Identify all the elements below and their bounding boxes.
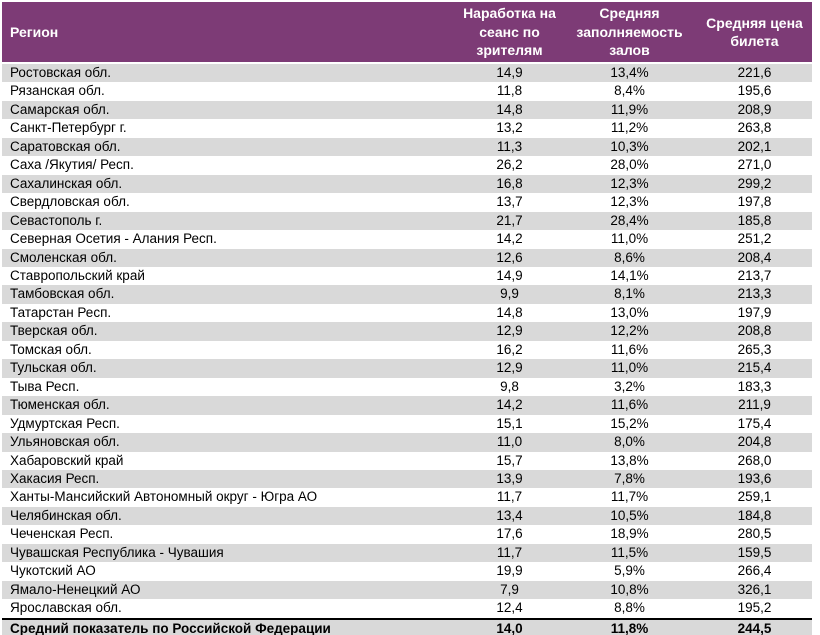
region-stats-table <box>2 2 812 635</box>
value-cell: 251,2 <box>737 231 772 247</box>
value-cell: 280,5 <box>737 526 772 542</box>
table-row <box>2 322 812 340</box>
value-cell: 183,3 <box>737 378 772 394</box>
region-cell: Сахалинская обл. <box>2 175 457 193</box>
value-cell: 268,0 <box>737 452 772 468</box>
table-row <box>2 138 812 156</box>
value-cell: 265,3 <box>737 341 772 357</box>
value-cell: 204,8 <box>697 433 812 451</box>
table-row <box>2 82 812 100</box>
table-row <box>2 175 812 193</box>
value-cell: 14,1% <box>610 267 649 283</box>
value-cell: 202,1 <box>697 138 812 156</box>
value-cell: 193,6 <box>697 470 812 488</box>
value-cell: 12,9 <box>457 322 562 340</box>
total-value-cell: 244,5 <box>697 619 812 635</box>
value-cell: 12,4 <box>496 600 523 616</box>
table-row <box>2 359 812 377</box>
value-cell: 17,6 <box>496 526 523 542</box>
value-cell: 326,1 <box>697 581 812 599</box>
value-cell: 13,0% <box>610 304 649 320</box>
value-cell: 13,4 <box>457 507 562 525</box>
region-cell: Самарская обл. <box>2 101 457 119</box>
region-cell: Хабаровский край <box>10 452 124 468</box>
value-cell: 184,8 <box>697 507 812 525</box>
table-row <box>2 378 812 396</box>
value-cell: 8,8% <box>614 600 645 616</box>
value-cell: 9,9 <box>457 285 562 303</box>
region-cell: Челябинская обл. <box>2 507 457 525</box>
region-cell: Саха /Якутия/ Респ. <box>10 157 134 173</box>
value-cell: 11,5% <box>562 544 697 562</box>
region-cell: Тверская обл. <box>2 322 457 340</box>
table-row <box>2 285 812 303</box>
region-cell: Ульяновская обл. <box>2 433 457 451</box>
table-row <box>2 507 812 525</box>
value-cell: 14,9 <box>457 63 562 82</box>
value-cell: 197,8 <box>737 194 772 210</box>
value-cell: 8,1% <box>562 285 697 303</box>
region-cell: Свердловская обл. <box>10 194 130 210</box>
table-row <box>2 212 812 230</box>
region-cell: Тульская обл. <box>2 359 457 377</box>
value-cell: 7,8% <box>562 470 697 488</box>
region-cell: Северная Осетия - Алания Респ. <box>10 231 217 247</box>
value-cell: 208,8 <box>697 322 812 340</box>
table-row <box>2 525 812 543</box>
value-cell: 12,2% <box>562 322 697 340</box>
table-row <box>2 193 812 211</box>
value-cell: 8,4% <box>614 83 645 99</box>
value-cell: 12,3% <box>562 175 697 193</box>
region-cell: Санкт-Петербург г. <box>10 120 127 136</box>
value-cell: 5,9% <box>614 563 645 579</box>
value-cell: 9,8 <box>500 378 519 394</box>
region-cell: Чеченская Респ. <box>10 526 114 542</box>
value-cell: 15,7 <box>496 452 523 468</box>
value-cell: 11,7 <box>457 544 562 562</box>
value-cell: 195,6 <box>737 83 772 99</box>
value-cell: 11,8 <box>496 83 523 99</box>
region-cell: Тамбовская обл. <box>2 285 457 303</box>
value-cell: 271,0 <box>737 157 772 173</box>
value-cell: 195,2 <box>737 600 772 616</box>
region-cell: Ставропольский край <box>10 267 145 283</box>
table-row <box>2 433 812 451</box>
column-header-avg-occupancy: Средняя заполняемость залов <box>562 2 697 63</box>
value-cell: 263,8 <box>737 120 772 136</box>
value-cell: 16,2 <box>496 341 523 357</box>
value-cell: 11,0% <box>610 231 649 247</box>
total-row <box>2 619 812 635</box>
table-row <box>2 341 812 359</box>
value-cell: 185,8 <box>697 212 812 230</box>
table-row <box>2 415 812 433</box>
value-cell: 28,0% <box>610 157 649 173</box>
value-cell: 8,0% <box>562 433 697 451</box>
value-cell: 208,4 <box>697 249 812 267</box>
value-cell: 13,2 <box>496 120 523 136</box>
table-body <box>2 63 812 619</box>
value-cell: 11,0% <box>562 359 697 377</box>
value-cell: 211,9 <box>697 396 812 414</box>
region-cell: Хакасия Респ. <box>2 470 457 488</box>
table-row <box>2 396 812 414</box>
column-header-per-session-viewers: Наработка на сеанс по зрителям <box>457 2 562 63</box>
table-header-row <box>2 2 812 63</box>
region-cell: Томская обл. <box>10 341 92 357</box>
value-cell: 14,2 <box>496 231 523 247</box>
table-row <box>2 562 812 580</box>
table-row <box>2 101 812 119</box>
value-cell: 12,6 <box>457 249 562 267</box>
value-cell: 14,2 <box>457 396 562 414</box>
value-cell: 159,5 <box>697 544 812 562</box>
value-cell: 7,9 <box>457 581 562 599</box>
table-row <box>2 304 812 322</box>
region-cell: Ханты-Мансийский Автономный округ - Югра АО <box>10 489 318 505</box>
value-cell: 13,4% <box>562 63 697 82</box>
value-cell: 14,9 <box>496 267 523 283</box>
region-cell: Удмуртская Респ. <box>10 415 120 431</box>
region-cell: Татарстан Респ. <box>10 304 112 320</box>
region-cell: Тюменская обл. <box>2 396 457 414</box>
table-row <box>2 470 812 488</box>
value-cell: 28,4% <box>562 212 697 230</box>
region-cell: Саратовская обл. <box>2 138 457 156</box>
value-cell: 15,2% <box>610 415 649 431</box>
table-row <box>2 599 812 618</box>
value-cell: 11,6% <box>610 341 649 357</box>
value-cell: 175,4 <box>737 415 772 431</box>
total-value-cell: 11,8% <box>562 619 697 635</box>
table-row <box>2 267 812 285</box>
table-row <box>2 156 812 174</box>
value-cell: 11,7 <box>496 489 523 505</box>
table-row <box>2 249 812 267</box>
table-row <box>2 581 812 599</box>
value-cell: 215,4 <box>697 359 812 377</box>
table-footer <box>2 619 812 635</box>
region-cell: Ярославская обл. <box>10 600 122 616</box>
value-cell: 14,8 <box>496 304 523 320</box>
column-header-avg-ticket-price: Средняя цена билета <box>697 2 812 63</box>
value-cell: 13,8% <box>610 452 649 468</box>
value-cell: 259,1 <box>737 489 772 505</box>
region-cell: Ростовская обл. <box>2 63 457 82</box>
value-cell: 13,9 <box>457 470 562 488</box>
value-cell: 11,7% <box>610 489 649 505</box>
table-row <box>2 63 812 82</box>
value-cell: 19,9 <box>496 563 523 579</box>
value-cell: 11,0 <box>457 433 562 451</box>
value-cell: 11,2% <box>610 120 649 136</box>
table-header <box>2 2 812 63</box>
total-value-cell: 14,0 <box>457 619 562 635</box>
value-cell: 13,7 <box>496 194 523 210</box>
table-row <box>2 544 812 562</box>
value-cell: 15,1 <box>496 415 523 431</box>
value-cell: 12,3% <box>610 194 649 210</box>
total-label-cell: Средний показатель по Российской Федерации <box>2 619 457 635</box>
value-cell: 10,3% <box>562 138 697 156</box>
value-cell: 213,3 <box>697 285 812 303</box>
region-cell: Ямало-Ненецкий АО <box>2 581 457 599</box>
table-row <box>2 488 812 506</box>
region-cell: Севастополь г. <box>2 212 457 230</box>
value-cell: 18,9% <box>610 526 649 542</box>
value-cell: 221,6 <box>697 63 812 82</box>
value-cell: 197,9 <box>737 304 772 320</box>
region-cell: Смоленская обл. <box>2 249 457 267</box>
value-cell: 10,8% <box>562 581 697 599</box>
region-cell: Чувашская Республика - Чувашия <box>2 544 457 562</box>
value-cell: 26,2 <box>496 157 523 173</box>
value-cell: 8,6% <box>562 249 697 267</box>
region-cell: Тыва Респ. <box>10 378 80 394</box>
column-header-region: Регион <box>2 2 457 63</box>
value-cell: 12,9 <box>457 359 562 377</box>
value-cell: 10,5% <box>562 507 697 525</box>
value-cell: 14,8 <box>457 101 562 119</box>
region-cell: Рязанская обл. <box>10 83 105 99</box>
value-cell: 11,3 <box>457 138 562 156</box>
table-row <box>2 452 812 470</box>
value-cell: 213,7 <box>737 267 772 283</box>
region-cell: Чукотский АО <box>10 563 96 579</box>
value-cell: 299,2 <box>697 175 812 193</box>
table-row <box>2 119 812 137</box>
value-cell: 266,4 <box>737 563 772 579</box>
value-cell: 3,2% <box>614 378 645 394</box>
value-cell: 208,9 <box>697 101 812 119</box>
value-cell: 16,8 <box>457 175 562 193</box>
value-cell: 11,6% <box>562 396 697 414</box>
value-cell: 11,9% <box>562 101 697 119</box>
table-row <box>2 230 812 248</box>
value-cell: 21,7 <box>457 212 562 230</box>
